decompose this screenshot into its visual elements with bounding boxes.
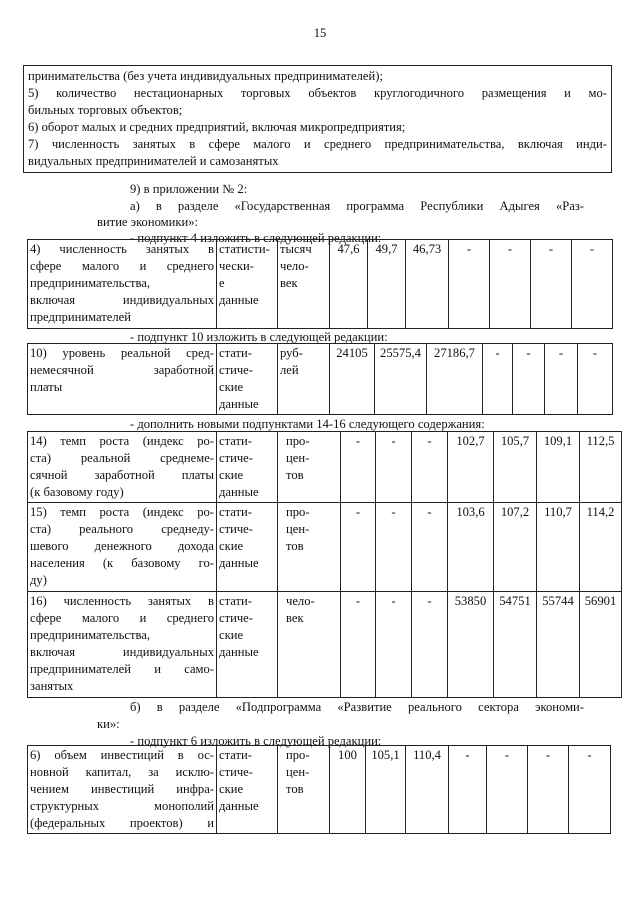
top-box-line: 6) оборот малых и средних предприятий, включая микропредприятия; <box>28 120 406 134</box>
row-name: 14) темп роста (индекс ро- ста) реальной среднеме- сячной заработной платы (к базовому году) <box>28 432 217 503</box>
table-cell: 55744 <box>537 592 580 698</box>
top-box-line: бильных торговых объектов; <box>28 103 183 117</box>
table-cell: 24105 <box>330 344 375 415</box>
row-unit: чело- век <box>278 592 341 698</box>
table-cell: - <box>376 432 412 503</box>
item-9a-line1: а) в разделе «Государственная программа Республики Адыгея «Раз- <box>130 199 584 213</box>
table-cell: 105,7 <box>494 432 537 503</box>
table-cell: - <box>483 344 513 415</box>
table-cell: - <box>341 503 376 592</box>
top-text-box <box>23 65 612 173</box>
table-cell: 46,73 <box>406 240 449 329</box>
sub6-intro: - подпункт 6 изложить в следующей редакции: <box>130 734 382 748</box>
row-source: стати- стиче- ские данные <box>217 503 278 592</box>
table-cell: - <box>569 746 611 834</box>
table-cell: - <box>449 240 490 329</box>
table-cell: 103,6 <box>448 503 494 592</box>
row-unit: про- цен- тов <box>278 432 341 503</box>
table-cell: 110,4 <box>406 746 449 834</box>
table-cell: - <box>578 344 613 415</box>
table-cell: 100 <box>330 746 366 834</box>
table-cell: 49,7 <box>368 240 406 329</box>
row-source: статисти- чески- е данные <box>217 240 278 329</box>
top-box-line: 5) количество нестационарных торговых объектов круглогодичного размещения и мо- <box>28 86 607 100</box>
row-name: 6) объем инвестиций в ос- новной капитал, за исклю- чением инвестиций инфра- структурных монополий (федеральных проектов) и <box>28 746 217 834</box>
row-name: 10) уровень реальной сред- немесячной заработной платы <box>28 344 217 415</box>
top-box-line: принимательства (без учета индивидуальных предпринимателей); <box>28 69 383 83</box>
table-row <box>28 503 622 592</box>
row-source: стати- стиче- ские данные <box>217 344 278 415</box>
top-box-line: 7) численность занятых в сфере малого и среднего предпринимательства, включая инди- <box>28 137 607 151</box>
table-cell: - <box>490 240 531 329</box>
table-cell: 53850 <box>448 592 494 698</box>
row-unit: про- цен- тов <box>278 503 341 592</box>
table-cell: - <box>376 503 412 592</box>
table-cell: 56901 <box>580 592 622 698</box>
row-source: стати- стиче- ские данные <box>217 746 278 834</box>
item-9-heading: 9) в приложении № 2: <box>130 182 248 196</box>
table-cell: 25575,4 <box>375 344 427 415</box>
item-b-line1: б) в разделе «Подпрограмма «Развитие реального сектора экономи- <box>130 700 584 714</box>
table-cell: - <box>528 746 569 834</box>
row-name: 15) темп роста (индекс ро- ста) реального среднеду- шевого денежного дохода населения (к базовому го- ду) <box>28 503 217 592</box>
table-cell: - <box>412 592 448 698</box>
table-cell: 107,2 <box>494 503 537 592</box>
table-cell: - <box>412 503 448 592</box>
table-cell: - <box>545 344 578 415</box>
table-cell: 47,6 <box>330 240 368 329</box>
table-cell: 27186,7 <box>427 344 483 415</box>
sub4-intro: - подпункт 4 изложить в следующей редакции: <box>130 231 382 245</box>
sub14-16-intro: - дополнить новыми подпунктами 14-16 следующего содержания: <box>130 417 485 431</box>
item-b-line2: ки»: <box>97 717 120 731</box>
table-row-6 <box>27 745 611 834</box>
table-cell: - <box>531 240 572 329</box>
table-rows-14-16 <box>27 431 622 698</box>
row-unit: про- цен- тов <box>278 746 330 834</box>
table-cell: 112,5 <box>580 432 622 503</box>
table-row <box>28 432 622 503</box>
row-source: стати- стиче- ские данные <box>217 592 278 698</box>
table-cell: - <box>449 746 487 834</box>
table-row <box>28 592 622 698</box>
row-name: 16) численность занятых в сфере малого и среднего предпринимательства, включая индивидуальных предпринимателей и само- занятых <box>28 592 217 698</box>
table-cell: 102,7 <box>448 432 494 503</box>
table-row-10 <box>27 343 613 415</box>
row-name: 4) численность занятых в сфере малого и среднего предпринимательства, включая индивидуальных предпринимателей <box>28 240 217 329</box>
item-9a-line2: витие экономики»: <box>97 215 199 229</box>
table-cell: - <box>376 592 412 698</box>
row-source: стати- стиче- ские данные <box>217 432 278 503</box>
table-cell: 54751 <box>494 592 537 698</box>
row-unit: руб- лей <box>278 344 330 415</box>
row-unit: тысяч чело- век <box>278 240 330 329</box>
table-cell: - <box>341 432 376 503</box>
table-cell: - <box>572 240 613 329</box>
table-cell: 109,1 <box>537 432 580 503</box>
top-box-line: видуальных предпринимателей и самозанятых <box>28 154 279 168</box>
table-cell: - <box>341 592 376 698</box>
table-cell: 105,1 <box>366 746 406 834</box>
table-cell: - <box>412 432 448 503</box>
sub10-intro: - подпункт 10 изложить в следующей редакции: <box>130 330 388 344</box>
table-cell: - <box>487 746 528 834</box>
page-number: 15 <box>313 26 327 40</box>
table-cell: 114,2 <box>580 503 622 592</box>
table-cell: 110,7 <box>537 503 580 592</box>
table-row-4 <box>27 239 613 329</box>
table-cell: - <box>513 344 545 415</box>
